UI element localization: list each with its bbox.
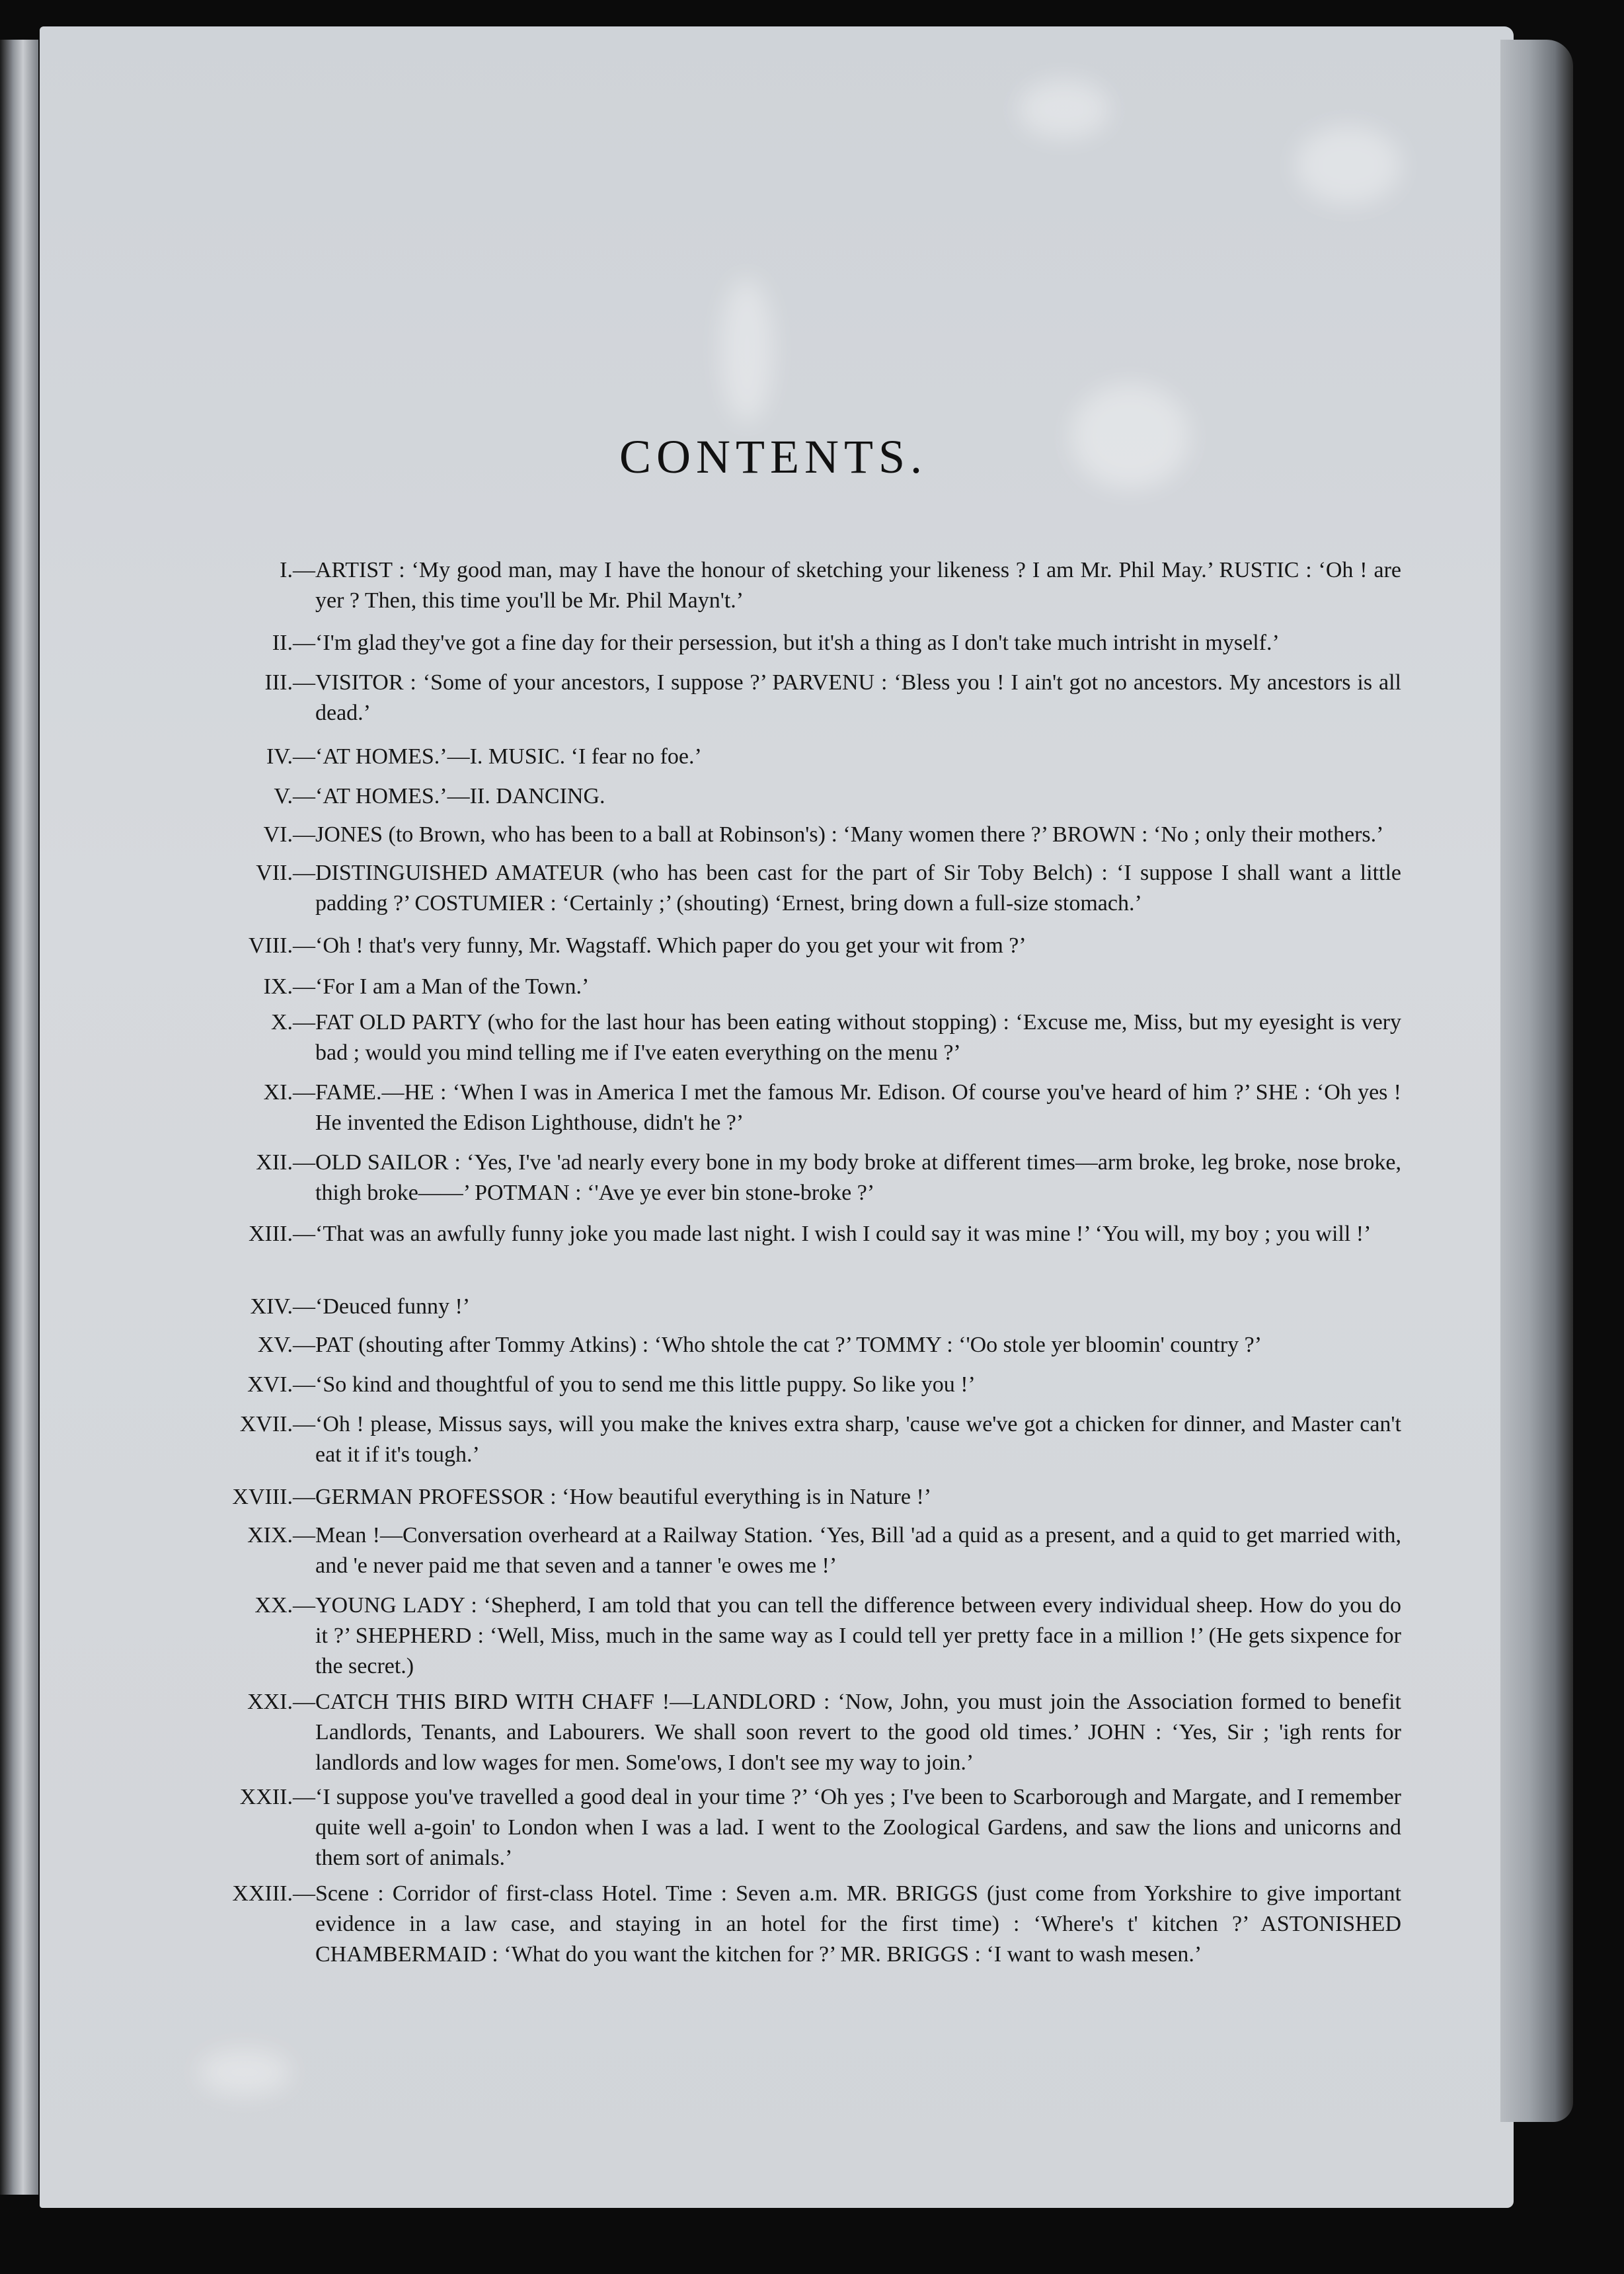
page-stain xyxy=(1018,79,1110,139)
entry-text: ‘AT HOMES.’—II. DANCING. xyxy=(315,784,605,808)
entry-number: XX.— xyxy=(254,1593,315,1618)
entry-number: XVI.— xyxy=(247,1372,315,1397)
entry-text: Mean !—Conversation overheard at a Railway Station. ‘Yes, Bill 'ad a quid as a present, and a quid to get married with, and 'e never paid me that seven and a tanner 'e owes me !’ xyxy=(315,1523,1401,1578)
entry-text: VISITOR : ‘Some of your ancestors, I suppose ?’ PARVENU : ‘Bless you ! I ain't got no ancestors. My ancestors is all dead.’ xyxy=(315,670,1401,725)
entry-number: IX.— xyxy=(263,974,315,999)
entry-number: VI.— xyxy=(263,822,315,847)
entry-text: JONES (to Brown, who has been to a ball at Robinson's) : ‘Many women there ?’ BROWN : ‘No ; only their mothers.’ xyxy=(315,822,1384,847)
entry-number: XV.— xyxy=(257,1333,315,1357)
entry-number: III.— xyxy=(264,670,315,695)
entry-text: YOUNG LADY : ‘Shepherd, I am told that you can tell the difference between every individual sheep. How do you do it ?’ SHEPHERD : ‘Well, Miss, much in the same way as I could tell yer pretty face in a million !’ (He gets sixpence for the secret.) xyxy=(315,1593,1401,1678)
entry-text: ‘So kind and thoughtful of you to send me this little puppy. So like you !’ xyxy=(315,1372,976,1397)
entry-text: OLD SAILOR : ‘Yes, I've 'ad nearly every bone in my body broke at different times—arm broke, leg broke, nose broke, thigh broke——’ POTMAN : ‘'Ave ye ever bin stone-broke ?’ xyxy=(315,1150,1401,1205)
entry-number: IV.— xyxy=(266,744,315,769)
entry-number: VIII.— xyxy=(248,933,315,958)
entry-text: ‘That was an awfully funny joke you made last night. I wish I could say it was mine !’ ‘You will, my boy ; you will !’ xyxy=(315,1222,1372,1246)
entry-number: XI.— xyxy=(263,1080,315,1105)
page-title: CONTENTS. xyxy=(619,430,927,483)
entry-number: XXI.— xyxy=(247,1690,315,1714)
entry-number: X.— xyxy=(270,1010,315,1035)
page-stain xyxy=(1295,126,1401,205)
page-gutter-left xyxy=(0,40,38,2195)
entry-text: PAT (shouting after Tommy Atkins) : ‘Who shtole the cat ?’ TOMMY : ‘'Oo stole yer bloomin' country ?’ xyxy=(315,1333,1262,1357)
entry-number: XIII.— xyxy=(248,1222,315,1246)
page-stain xyxy=(198,2049,291,2096)
entry-number: XII.— xyxy=(256,1150,315,1175)
page-edge-right xyxy=(1500,40,1573,2122)
entry-text: CATCH THIS BIRD WITH CHAFF !—LANDLORD : ‘Now, John, you must join the Association formed to benefit Landlords, Tenants, and Labourers. We shall soon revert to the good old times.’ JOHN : ‘Yes, Sir ; 'igh rents for landlords and low wages for men. Some'ows, I don't see my way to join.’ xyxy=(315,1690,1401,1775)
entry-number: XVII.— xyxy=(239,1412,315,1436)
entry-text: Scene : Corridor of first-class Hotel. Time : Seven a.m. MR. BRIGGS (just come from Yorkshire to give important evidence in a law case, and staying in an hotel for the first time) : ‘Where's t' kitchen ?’ ASTONISHED CHAMBERMAID : ‘What do you want the kitchen for ?’ MR. BRIGGS : ‘I want to wash mesen.’ xyxy=(315,1881,1401,1967)
entry-text: ‘I'm glad they've got a fine day for their persession, but it'sh a thing as I don't take much intrisht in myself.’ xyxy=(315,631,1280,655)
page-stain xyxy=(720,278,773,423)
entry-number: II.— xyxy=(272,631,315,655)
entry-text: ‘Oh ! that's very funny, Mr. Wagstaff. Which paper do you get your wit from ?’ xyxy=(315,933,1026,958)
entry-number: XXIII.— xyxy=(232,1881,315,1906)
entry-number: XIX.— xyxy=(247,1523,315,1548)
entry-text: DISTINGUISHED AMATEUR (who has been cast for the part of Sir Toby Belch) : ‘I suppose I shall want a little padding ?’ COSTUMIER : ‘Certainly ;’ (shouting) ‘Ernest, bring down a full-size stomach.’ xyxy=(315,861,1401,916)
entry-number: XXII.— xyxy=(239,1785,315,1809)
entry-text: GERMAN PROFESSOR : ‘How beautiful everything is in Nature !’ xyxy=(315,1485,932,1509)
entry-number: XVIII.— xyxy=(232,1485,315,1509)
entry-number: V.— xyxy=(274,784,315,808)
entry-text: ‘Deuced funny !’ xyxy=(315,1294,471,1319)
entry-number: XIV.— xyxy=(250,1294,315,1319)
entry-text: FAME.—HE : ‘When I was in America I met the famous Mr. Edison. Of course you've heard of him ?’ SHE : ‘Oh yes ! He invented the Edison Lighthouse, didn't he ?’ xyxy=(315,1080,1401,1135)
entry-text: ARTIST : ‘My good man, may I have the honour of sketching your likeness ? I am Mr. Phil May.’ RUSTIC : ‘Oh ! are yer ? Then, this time you'll be Mr. Phil Mayn't.’ xyxy=(315,558,1401,613)
entry-text: ‘I suppose you've travelled a good deal in your time ?’ ‘Oh yes ; I've been to Scarborough and Margate, and I remember quite well a-goin' to London when I was a lad. I went to the Zoological Gardens, and saw the lions and unicorns and them sort of animals.’ xyxy=(315,1785,1401,1870)
entry-text: ‘For I am a Man of the Town.’ xyxy=(315,974,590,999)
entry-text: ‘AT HOMES.’—I. MUSIC. ‘I fear no foe.’ xyxy=(315,744,702,769)
entry-text: FAT OLD PARTY (who for the last hour has been eating without stopping) : ‘Excuse me, Miss, but my eyesight is very bad ; would you mind telling me if I've eaten everything on the menu ?’ xyxy=(315,1010,1401,1065)
entry-number: VII.— xyxy=(256,861,315,885)
entry-text: ‘Oh ! please, Missus says, will you make the knives extra sharp, 'cause we've got a chicken for dinner, and Master can't eat it if it's tough.’ xyxy=(315,1412,1401,1467)
entry-number: I.— xyxy=(280,558,315,582)
